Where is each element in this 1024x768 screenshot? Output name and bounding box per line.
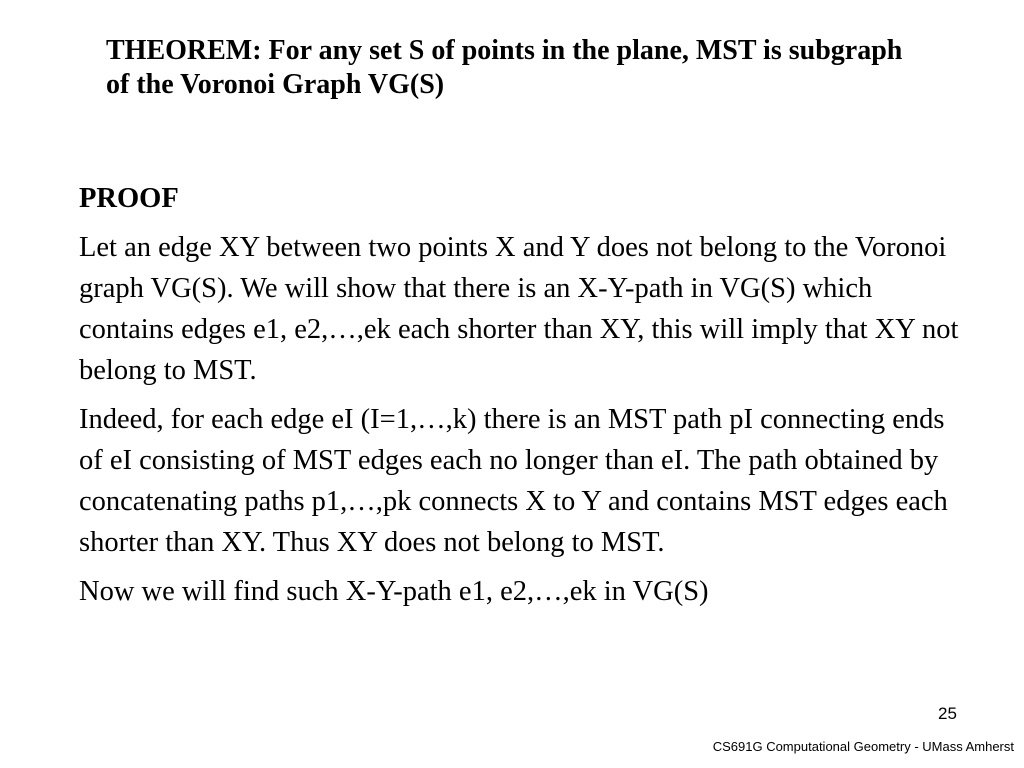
proof-heading: PROOF bbox=[79, 183, 179, 214]
proof-paragraph-2: Indeed, for each edge eI (I=1,…,k) there is an MST path pI connecting ends of eI consisting of MST edges each no longer than eI. The path obtained by concatenating paths p1,…,pk connects X to Y and contains MST edges each shorter than XY. Thus XY does not belong to MST. bbox=[79, 404, 948, 558]
proof-paragraph-1: Let an edge XY between two points X and Y does not belong to the Voronoi graph VG(S). We will show that there is an X-Y-path in VG(S) which contains edges e1, e2,…,ek each shorter than XY, this will imply that XY not belong to MST. bbox=[79, 232, 959, 386]
footer-course-label: CS691G Computational Geometry - UMass Amherst bbox=[712, 739, 1014, 754]
proof-paragraph-3: Now we will find such X-Y-path e1, e2,…,ek in VG(S) bbox=[79, 576, 709, 607]
theorem-title: THEOREM: For any set S of points in the plane, MST is subgraph of the Voronoi Graph VG(S) bbox=[106, 35, 903, 100]
proof-body bbox=[79, 178, 969, 620]
page-number: 25 bbox=[938, 704, 957, 723]
